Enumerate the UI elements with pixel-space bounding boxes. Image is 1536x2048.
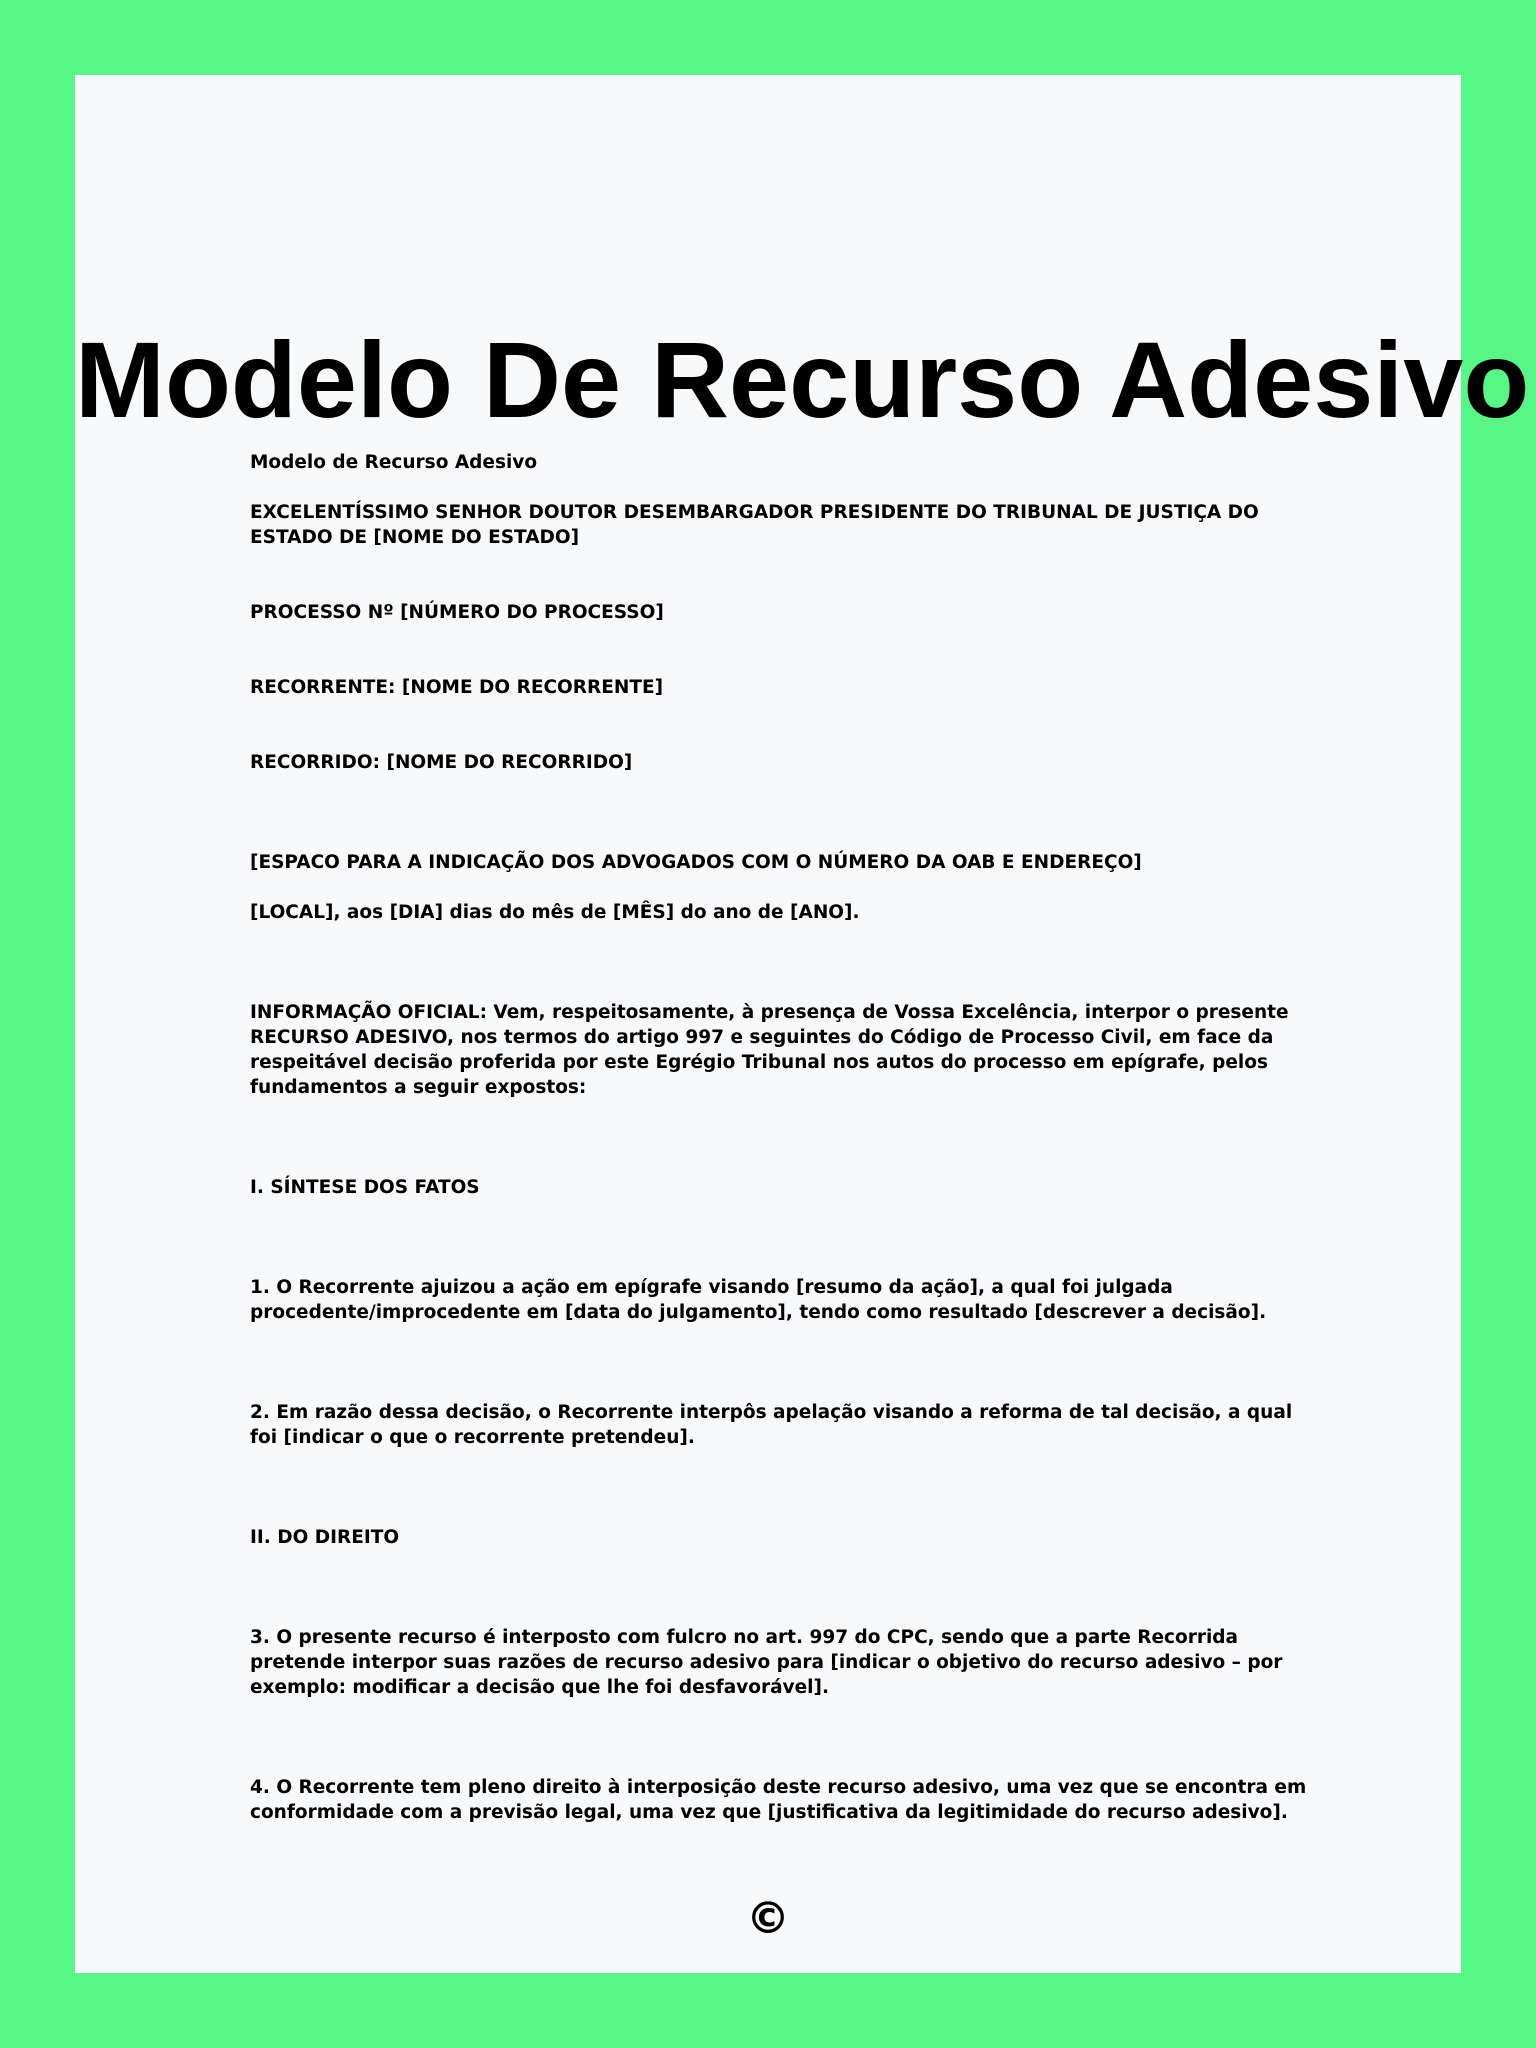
document-page	[75, 75, 1530, 1973]
appellee-name: RECORRIDO: [NOME DO RECORRIDO]	[250, 752, 633, 773]
appellant-name: RECORRENTE: [NOME DO RECORRENTE]	[250, 677, 664, 698]
place-date-line: [LOCAL], aos [DIA] dias do mês de [MÊS] do ano de [ANO].	[250, 902, 860, 923]
paragraph-3: 3. O presente recurso é interposto com fulcro no art. 997 do CPC, sendo que a parte Recorrida pretende interpor suas razões de recurso adesivo para [indicar o objetivo do recurso adesivo – por exemplo: modificar a decisão que lhe foi desfavorável].	[250, 1627, 1283, 1698]
document-subtitle: Modelo de Recurso Adesivo	[250, 452, 538, 473]
paragraph-2: 2. Em razão dessa decisão, o Recorrente interpôs apelação visando a reforma de tal decisão, a qual foi [indicar o que o recorrente pretendeu].	[250, 1402, 1293, 1448]
page-title: Modelo De Recurso Adesivo	[75, 319, 1530, 440]
process-number: PROCESSO Nº [NÚMERO DO PROCESSO]	[250, 602, 664, 623]
paragraph-4: 4. O Recorrente tem pleno direito à interposição deste recurso adesivo, uma vez que se encontra em conformidade com a previsão legal, uma vez que [justificativa da legitimidade do recurso adesivo].	[250, 1777, 1307, 1823]
paragraph-1: 1. O Recorrente ajuizou a ação em epígrafe visando [resumo da ação], a qual foi julgada procedente/improcedente em [data do julgamento], tendo como resultado [descrever a decisão].	[250, 1277, 1267, 1323]
official-information-paragraph: INFORMAÇÃO OFICIAL: Vem, respeitosamente, à presença de Vossa Excelência, interpor o presente RECURSO ADESIVO, nos termos do artigo 997 e seguintes do Código de Processo Civil, em face da respeitável decisão proferida por este Egrégio Tribunal nos autos do processo em epígrafe, pelos fundamentos a seguir expostos:	[250, 1002, 1289, 1098]
section-heading-facts: I. SÍNTESE DOS FATOS	[250, 1177, 480, 1198]
lawyers-placeholder: [ESPACO PARA A INDICAÇÃO DOS ADVOGADOS COM O NÚMERO DA OAB E ENDEREÇO]	[250, 852, 1142, 873]
section-heading-law: II. DO DIREITO	[250, 1527, 400, 1548]
addressee-text: EXCELENTÍSSIMO SENHOR DOUTOR DESEMBARGADOR PRESIDENTE DO TRIBUNAL DE JUSTIÇA DO ESTADO DE [NOME DO ESTADO]	[250, 502, 1259, 548]
copyright-icon: ©	[746, 1893, 790, 1944]
